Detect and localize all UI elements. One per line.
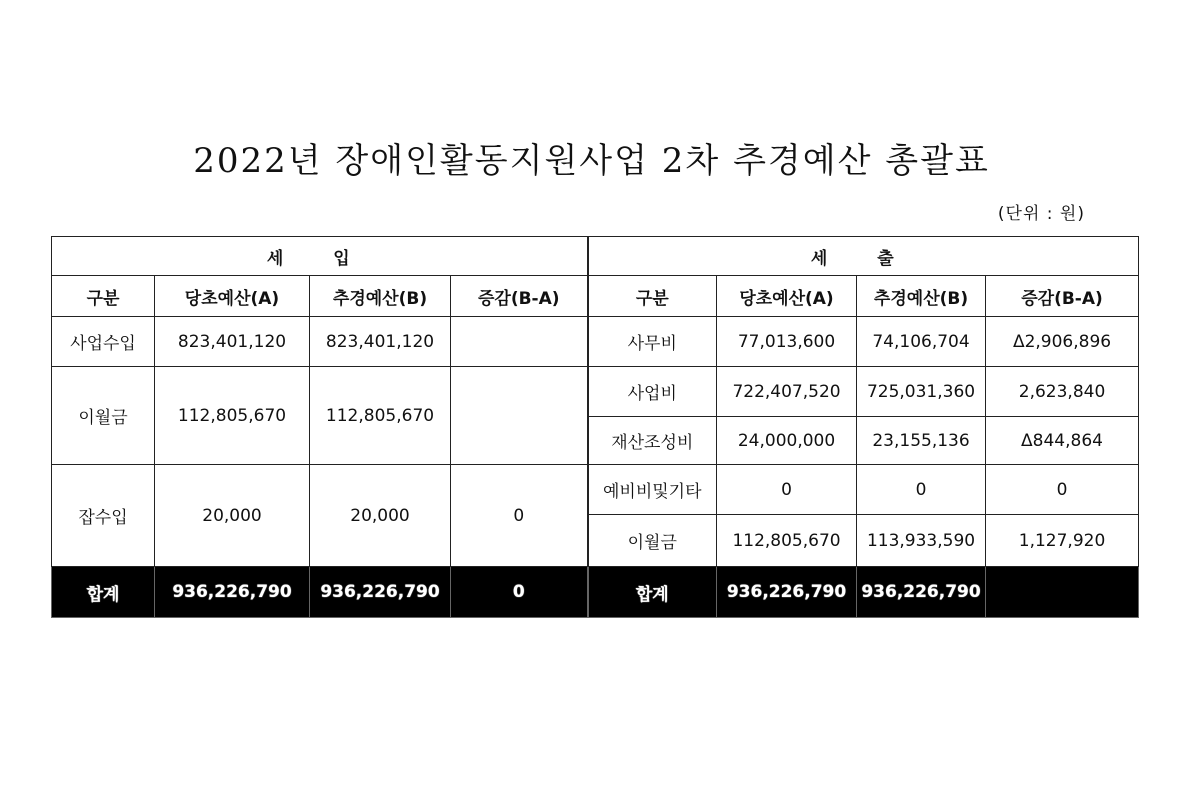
table-row [52, 465, 1139, 515]
expense-row-name: 재산조성비 [588, 417, 717, 465]
revenue-row-name: 잡수입 [52, 465, 155, 567]
expense-col-original: 당초예산(A) [717, 276, 857, 317]
revenue-row-diff: 0 [451, 465, 588, 567]
revenue-row-diff [451, 317, 588, 367]
revenue-row-original: 112,805,670 [155, 367, 310, 465]
expense-row-revised: 725,031,360 [857, 367, 986, 417]
unit-label: (단위 : 원) [997, 204, 1085, 224]
expense-row-diff: 1,127,920 [986, 515, 1139, 567]
expense-row-original: 77,013,600 [717, 317, 857, 367]
revenue-row-original: 20,000 [155, 465, 310, 567]
expense-row-original: 0 [717, 465, 857, 515]
expense-row-revised: 74,106,704 [857, 317, 986, 367]
expense-row-diff: Δ844,864 [986, 417, 1139, 465]
expense-total-name: 합계 [588, 567, 717, 618]
revenue-col-original: 당초예산(A) [155, 276, 310, 317]
revenue-section-header: 세 입 [52, 237, 588, 276]
expense-section-header: 세 출 [588, 237, 1139, 276]
table-row [52, 367, 1139, 417]
expense-total-original: 936,226,790 [717, 567, 857, 618]
page-title: 2022년 장애인활동지원사업 2차 추경예산 총괄표 [193, 141, 990, 181]
expense-row-name: 사업비 [588, 367, 717, 417]
expense-row-revised: 0 [857, 465, 986, 515]
revenue-total-diff: 0 [451, 567, 588, 618]
revenue-total-revised: 936,226,790 [310, 567, 451, 618]
expense-row-original: 112,805,670 [717, 515, 857, 567]
expense-row-name: 사무비 [588, 317, 717, 367]
revenue-row-name: 사업수입 [52, 317, 155, 367]
expense-row-revised: 23,155,136 [857, 417, 986, 465]
revenue-row-name: 이월금 [52, 367, 155, 465]
revenue-col-revised: 추경예산(B) [310, 276, 451, 317]
expense-row-revised: 113,933,590 [857, 515, 986, 567]
expense-col-revised: 추경예산(B) [857, 276, 986, 317]
revenue-row-revised: 20,000 [310, 465, 451, 567]
revenue-row-original: 823,401,120 [155, 317, 310, 367]
expense-row-original: 722,407,520 [717, 367, 857, 417]
revenue-row-diff [451, 367, 588, 465]
expense-row-name: 이월금 [588, 515, 717, 567]
expense-col-category: 구분 [588, 276, 717, 317]
expense-col-diff: 증감(B-A) [986, 276, 1139, 317]
expense-total-diff [986, 567, 1139, 618]
expense-row-diff: 0 [986, 465, 1139, 515]
expense-row-diff: 2,623,840 [986, 367, 1139, 417]
revenue-col-diff: 증감(B-A) [451, 276, 588, 317]
expense-total-revised: 936,226,790 [857, 567, 986, 618]
expense-row-original: 24,000,000 [717, 417, 857, 465]
revenue-total-name: 합계 [52, 567, 155, 618]
revenue-total-original: 936,226,790 [155, 567, 310, 618]
expense-row-diff: Δ2,906,896 [986, 317, 1139, 367]
revenue-row-revised: 112,805,670 [310, 367, 451, 465]
revenue-col-category: 구분 [52, 276, 155, 317]
table-row [52, 317, 1139, 367]
budget-summary-table [51, 236, 1139, 618]
expense-row-name: 예비비및기타 [588, 465, 717, 515]
revenue-row-revised: 823,401,120 [310, 317, 451, 367]
total-row [52, 567, 1139, 618]
